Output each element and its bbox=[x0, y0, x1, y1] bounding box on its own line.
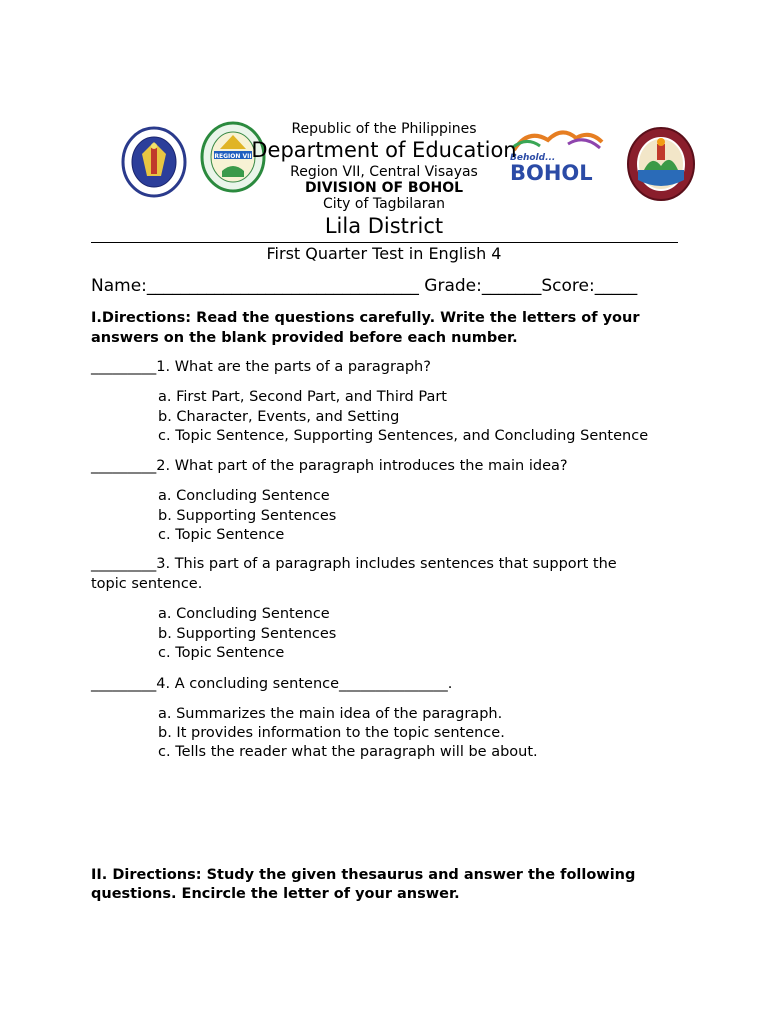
q2-option-a: a. Concluding Sentence bbox=[158, 488, 330, 504]
q1-option-a: a. First Part, Second Part, and Third Part bbox=[158, 389, 447, 405]
question-4 bbox=[91, 676, 452, 692]
answer-blank-2[interactable]: _________ bbox=[91, 458, 157, 474]
department-title: Department of Education bbox=[251, 138, 517, 162]
q3-option-b: b. Supporting Sentences bbox=[158, 626, 337, 642]
section1-directions-line1: I.Directions: Read the questions carefully. Write the letters of your bbox=[91, 310, 640, 326]
student-info-line bbox=[91, 276, 637, 296]
question-text-3-continued: topic sentence. bbox=[91, 576, 203, 592]
test-title: First Quarter Test in English 4 bbox=[266, 244, 502, 263]
question-3 bbox=[91, 556, 617, 572]
answer-blank-1[interactable]: _________ bbox=[91, 359, 157, 375]
answer-blank-4[interactable]: _________ bbox=[91, 676, 157, 692]
bohol-logo-text: BOHOL bbox=[510, 161, 593, 184]
city-line: City of Tagbilaran bbox=[323, 196, 445, 212]
question-2 bbox=[91, 458, 568, 474]
answer-blank-3[interactable]: _________ bbox=[91, 556, 157, 572]
score-label: Score: bbox=[541, 276, 595, 296]
division-line: DIVISION OF BOHOL bbox=[304, 180, 464, 196]
section2-directions-line1: II. Directions: Study the given thesaurus and answer the following bbox=[91, 867, 636, 883]
grade-label: Grade: bbox=[424, 276, 482, 296]
question-text-2: 2. What part of the paragraph introduces the main idea? bbox=[156, 458, 568, 474]
header-divider bbox=[91, 242, 678, 243]
name-blank[interactable]: ________________________________ bbox=[146, 276, 419, 296]
q4-option-b: b. It provides information to the topic sentence. bbox=[158, 725, 505, 741]
q1-option-c: c. Topic Sentence, Supporting Sentences, and Concluding Sentence bbox=[158, 428, 649, 444]
q4-option-a: a. Summarizes the main idea of the paragraph. bbox=[158, 706, 503, 722]
question-text-1: 1. What are the parts of a paragraph? bbox=[156, 359, 431, 375]
region-logo-text: REGION VII bbox=[214, 153, 252, 160]
district-title: Lila District bbox=[324, 214, 444, 238]
behold-logo-text: Behold... bbox=[510, 153, 556, 163]
section2-directions-line2: questions. Encircle the letter of your answer. bbox=[91, 886, 460, 902]
name-label: Name: bbox=[91, 276, 147, 296]
score-blank[interactable]: _____ bbox=[594, 276, 638, 296]
q3-option-a: a. Concluding Sentence bbox=[158, 606, 330, 622]
grade-blank[interactable]: _______ bbox=[481, 276, 542, 296]
question-1 bbox=[91, 359, 431, 375]
republic-line: Republic of the Philippines bbox=[291, 121, 477, 137]
q2-option-c: c. Topic Sentence bbox=[158, 527, 285, 543]
q4-option-c: c. Tells the reader what the paragraph will be about. bbox=[158, 744, 538, 760]
q2-option-b: b. Supporting Sentences bbox=[158, 508, 337, 524]
q1-option-b: b. Character, Events, and Setting bbox=[158, 409, 400, 425]
region-line: Region VII, Central Visayas bbox=[290, 164, 478, 180]
question-text-4: 4. A concluding sentence_______________. bbox=[156, 676, 453, 692]
q3-option-c: c. Topic Sentence bbox=[158, 645, 285, 661]
question-text-3: 3. This part of a paragraph includes sentences that support the bbox=[156, 556, 617, 572]
section1-directions-line2: answers on the blank provided before each number. bbox=[91, 330, 518, 346]
